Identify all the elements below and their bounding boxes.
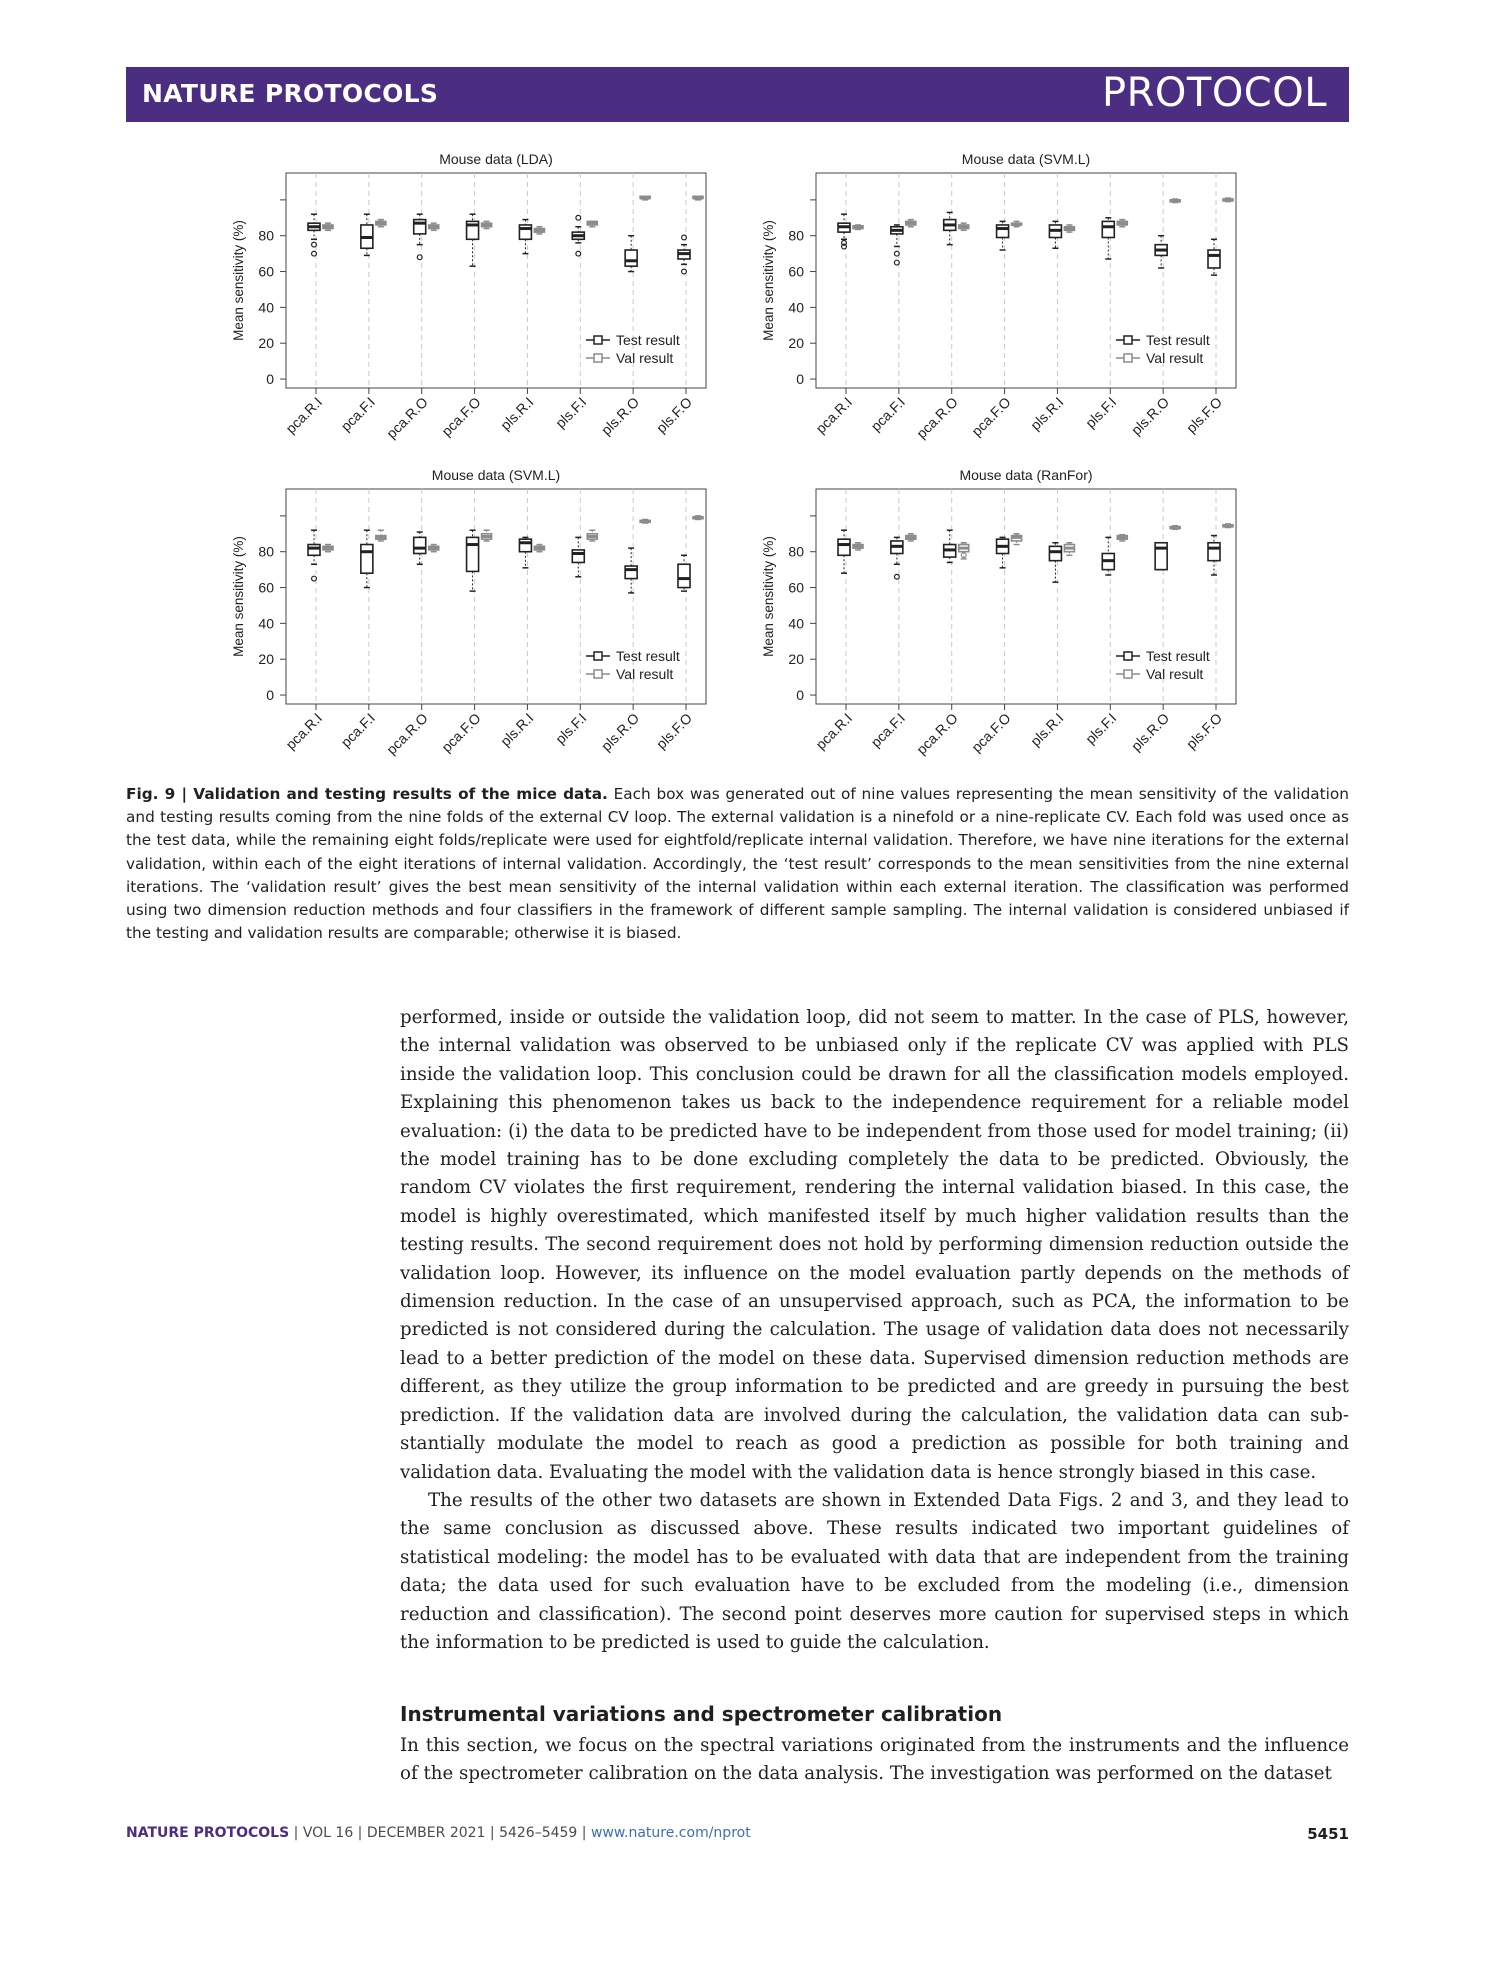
caption-text: Each box was generated out of nine values representing the mean sensitivity of the validation and testing results coming from the nine folds of the external CV loop. The external validation is a ninefold or a nine-replicate CV. Each fold was used once as the test data, while the remaining eight folds/replicate were used for eightfold/replicate internal validation. Therefore, we have nine iterations for the external validation, within each of the eight iterations of internal validation. Accordingly, the ‘test result’ corresponds to the mean sensitivities from the nine external iterations. The ‘validation result’ gives the best mean sensitivity of the internal validation within each external iteration. The classification was performed using two dimension reduction methods and four classifiers in the framework of different sample sampling. The internal validation is considered unbiased if the testing and validation results are comparable; otherwise it is biased. [126,785,1349,943]
legend-marker [594,336,602,344]
footer-separator: | [353,1825,367,1841]
box-val [1012,534,1022,545]
legend-label: Val result [616,666,674,682]
box-val [376,530,386,541]
box-test [838,530,850,573]
box-val [534,545,544,552]
box-val [429,223,439,230]
y-tick-label: 40 [258,299,274,316]
footer-pages: 5426–5459 [499,1825,578,1841]
x-tick-label: pls.F.I [1082,393,1120,431]
paragraph: performed, inside or outside the validation loop, did not seem to matter. In the case of PLS, however, the internal validation was observed to be unbiased only if the replicate CV was applied with PLS inside the validation loop. This conclusion could be drawn for all the classification models employed. Explaining this phenomenon takes us back to the independence requirement for a reliable model evaluation: (i) the data to be predicted have to be independent from those used for model training; (ii) the model training has to be done excluding completely the data to be predicted. Obviously, the random CV violates the first requirement, rendering the internal validation biased. In this case, the model is highly overestimated, which manifested itself by much higher validation results than the testing results. The second requirement does not hold by performing dimension reduction outside the validation loop. However, its influence on the model evaluation partly depends on the methods of dimension reduction. In the case of an unsupervised approach, such as PCA, the information to be predicted is not considered during the calculation. The usage of validation data does not necessarily lead to a better prediction of the model on these data. Supervised dimension reduction methods are different, as they utilize the group information to be predicted and are greedy in pursuing the best prediction. If the validation data are involved during the calculation, the validation data can sub-stantially modulate the model to reach as good a prediction as possible for both training and validation data. Evaluating the model with the validation data is hence strongly biased in this case. [400,1007,1349,1483]
box-val [959,543,969,559]
box-val [482,530,492,541]
box-val [853,543,863,550]
journal-header-bar [126,67,1349,122]
chart-title: Mouse data (LDA) [439,151,553,167]
outlier-point [682,269,687,274]
box-test [467,530,479,591]
box-val [1012,221,1022,226]
outlier-point [894,574,899,579]
y-tick-label: 80 [258,543,274,560]
chart-title: Mouse data (SVM.L) [431,467,561,483]
x-tick-label: pls.F.O [652,393,696,436]
box-test [625,548,637,593]
x-tick-label: pls.R.O [1127,393,1173,439]
legend-label: Test result [616,648,680,664]
y-tick-label: 80 [788,543,804,560]
box-val [1170,526,1180,530]
figure-9 [210,148,1270,780]
box-test [467,214,479,266]
box-test [891,225,903,265]
x-tick-label: pca.F.O [968,393,1014,440]
figure-caption [126,783,1349,945]
x-tick-label: pls.F.I [1082,709,1120,747]
legend-label: Test result [616,332,680,348]
y-axis-label: Mean sensitivity (%) [231,220,246,341]
box-test [572,215,584,256]
box-body [678,564,690,587]
y-tick-label: 20 [788,651,804,668]
box-val [640,196,650,200]
box-test [361,214,373,255]
page-number: 5451 [1307,1825,1349,1843]
box-val [482,221,492,228]
footer-separator: | [485,1825,500,1841]
box-body [1208,543,1220,561]
box-val [1170,199,1180,203]
box-test [997,537,1009,567]
caption-label: Fig. 9 | Validation and testing results of the mice data. [126,785,608,803]
box-test [308,530,320,581]
box-test [1208,239,1220,275]
section-heading: Instrumental variations and spectrometer calibration [400,1702,1003,1726]
y-tick-label: 0 [796,687,804,704]
box-val [1117,220,1127,227]
box-test [1155,236,1167,268]
box-val [1223,524,1233,528]
x-tick-label: pls.R.O [1127,709,1173,755]
y-tick-label: 60 [788,263,804,280]
y-axis-label: Mean sensitivity (%) [761,536,776,657]
box-val [587,221,597,226]
box-val [429,545,439,552]
box-val [693,516,703,520]
box-val [323,223,333,230]
legend-label: Val result [1146,666,1204,682]
x-tick-label: pls.F.I [552,393,590,431]
legend-marker [1124,354,1132,362]
y-tick-label: 40 [258,615,274,632]
box-body [625,250,637,266]
x-tick-label: pls.F.O [1182,709,1226,752]
y-tick-label: 60 [258,579,274,596]
chart-panel [231,467,706,757]
legend-marker [1124,670,1132,678]
body-text [400,1004,1349,1657]
box-test [1102,218,1114,259]
outlier-point [894,260,899,265]
legend-marker [1124,652,1132,660]
chart-title: Mouse data (RanFor) [959,467,1093,483]
box-val [376,220,386,227]
x-tick-label: pls.R.I [497,393,537,434]
outlier-point [894,251,899,256]
article-type: PROTOCOL [1101,70,1327,116]
footer-date: DECEMBER 2021 [366,1825,486,1841]
y-axis-label: Mean sensitivity (%) [761,220,776,341]
box-body [625,566,637,579]
y-tick-label: 80 [258,227,274,244]
x-tick-label: pls.R.I [1027,393,1067,434]
y-tick-label: 20 [258,651,274,668]
box-val [959,223,969,230]
outlier-point [576,251,581,256]
outlier-point [576,215,581,220]
footer-separator: | [289,1825,303,1841]
box-val [906,534,916,541]
outlier-point [312,576,317,581]
x-tick-label: pls.R.O [597,709,643,755]
x-tick-label: pca.F.I [867,393,908,435]
outlier-point [312,251,317,256]
y-tick-label: 80 [788,227,804,244]
box-val [323,545,333,552]
y-tick-label: 40 [788,299,804,316]
y-tick-label: 20 [258,335,274,352]
outlier-point [312,242,317,247]
y-tick-label: 0 [266,687,274,704]
x-tick-label: pca.R.O [913,709,961,758]
legend-marker [594,354,602,362]
journal-name: NATURE PROTOCOLS [142,79,439,108]
chart-title: Mouse data (SVM.L) [961,151,1091,167]
box-body [467,537,479,571]
x-tick-label: pca.F.O [438,709,484,756]
box-val [640,519,650,523]
box-test [997,221,1009,250]
x-tick-label: pca.F.I [337,709,378,751]
legend-marker [594,652,602,660]
box-body [308,545,320,556]
box-val [693,196,703,200]
y-tick-label: 40 [788,615,804,632]
x-tick-label: pls.F.O [1182,393,1226,436]
x-tick-label: pls.F.O [652,709,696,752]
box-test [572,537,584,576]
legend-marker [594,670,602,678]
box-test [361,530,373,587]
box-body [997,225,1009,238]
legend-label: Test result [1146,332,1210,348]
x-tick-label: pls.R.I [497,709,537,750]
box-test [678,235,690,274]
y-tick-label: 60 [788,579,804,596]
box-val [906,220,916,227]
chart-panel [761,467,1236,757]
x-tick-label: pls.F.I [552,709,590,747]
x-tick-label: pls.R.I [1027,709,1067,750]
box-val [534,227,544,234]
box-test [1155,543,1167,570]
chart-panel [761,151,1236,441]
box-body [1208,250,1220,268]
y-tick-label: 20 [788,335,804,352]
x-tick-label: pca.F.O [968,709,1014,756]
box-body [361,545,373,574]
legend-label: Val result [616,350,674,366]
box-body [1102,221,1114,237]
footer-url[interactable]: www.nature.com/nprot [590,1825,751,1841]
box-test [414,532,426,564]
x-tick-label: pca.F.I [867,709,908,751]
box-test [944,212,956,244]
legend-marker [1124,336,1132,344]
box-val [1064,225,1074,232]
x-tick-label: pca.R.I [812,709,856,753]
box-body [519,539,531,552]
box-test [308,214,320,256]
box-test [838,214,850,249]
box-test [1208,536,1220,575]
legend-label: Val result [1146,350,1204,366]
footer-separator: | [577,1825,591,1841]
section-paragraph: In this section, we focus on the spectral variations originated from the instruments and the influence of the spectrometer calibration on the data analysis. The investigation was performed on the dataset [400,1735,1349,1785]
box-val [853,225,863,229]
box-test [519,220,531,254]
y-tick-label: 60 [258,263,274,280]
legend-label: Test result [1146,648,1210,664]
box-body [572,550,584,563]
footer-journal: NATURE PROTOCOLS [126,1825,290,1841]
x-tick-label: pca.R.O [383,709,431,758]
x-tick-label: pca.R.I [282,393,326,437]
x-tick-label: pca.F.I [337,393,378,435]
x-tick-label: pca.R.O [913,393,961,442]
y-axis-label: Mean sensitivity (%) [231,536,246,657]
y-tick-label: 0 [796,371,804,388]
chart-panel [231,151,706,441]
box-test [1049,543,1061,582]
box-test [414,214,426,259]
x-tick-label: pca.F.O [438,393,484,440]
x-tick-label: pca.R.I [282,709,326,753]
x-tick-label: pca.R.I [812,393,856,437]
box-body [1049,546,1061,560]
box-test [891,537,903,579]
box-val [587,530,597,541]
x-tick-label: pca.R.O [383,393,431,442]
page-footer [126,1825,1349,1841]
box-test [678,555,690,591]
box-val [1223,198,1233,202]
paragraph: The results of the other two datasets are shown in Extended Data Figs. 2 and 3, and they lead to the same conclusion as discussed above. These results indicated two important guidelines of statistical modeling: the model has to be evaluated with data that are independent from the training data; the data used for such evaluation have to be excluded from the modeling (i.e., dimension reduction and classification). The second point deserves more caution for supervised steps in which the information to be predicted is used to guide the calculation. [400,1489,1349,1653]
box-test [1102,537,1114,575]
box-test [1049,221,1061,248]
y-tick-label: 0 [266,371,274,388]
box-test [625,236,637,272]
box-val [1064,543,1074,556]
footer-volume: VOL 16 [302,1825,354,1841]
box-body [838,539,850,555]
box-test [519,537,531,567]
box-test [944,530,956,562]
box-val [1117,535,1127,541]
x-tick-label: pls.R.O [597,393,643,439]
box-body [414,537,426,553]
